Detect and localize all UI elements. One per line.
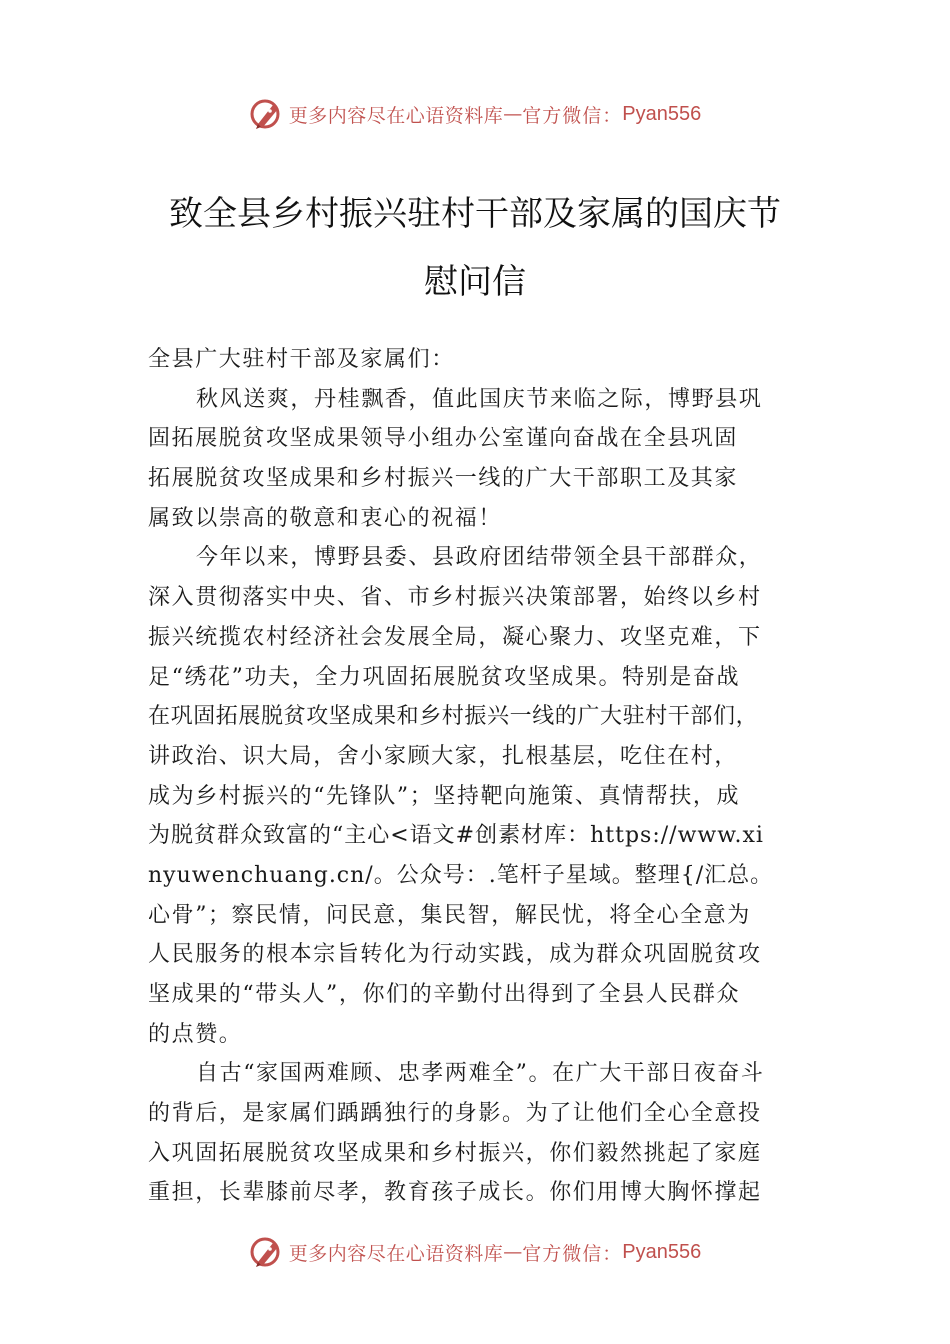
body-line: 在巩固拓展脱贫攻坚成果和乡村振兴一线的广大驻村干部们， [148, 704, 759, 730]
body-line: 固拓展脱贫攻坚成果领导小组办公室谨向奋战在全县巩固 [148, 426, 739, 452]
header-banner [0, 94, 950, 134]
body-line: 的背后，是家属们踽踽独行的身影。为了让他们全心全意投 [148, 1101, 762, 1127]
banner-separator: — [503, 1241, 523, 1263]
body-line: 重担，长辈膝前尽孝，教育孩子成长。你们用博大胸怀撑起 [148, 1180, 762, 1206]
body-line: nyuwenchuang.cn/。公众号：.笔杆子星域。整理{/汇总。 [148, 862, 774, 888]
document-title [100, 180, 850, 316]
body-line: 秋风送爽，丹桂飘香，值此国庆节来临之际，博野县巩 [196, 386, 763, 412]
body-line: 坚成果的“带头人”，你们的辛勤付出得到了全县人民群众 [148, 982, 741, 1007]
pen-nib-logo-icon [249, 97, 283, 131]
pen-nib-logo-icon [249, 1235, 283, 1269]
wechat-id: Pyan556 [622, 102, 702, 125]
document-body [148, 340, 828, 1213]
wechat-label: 官方微信： [522, 1242, 623, 1265]
body-line: 足“绣花”功夫，全力巩固拓展脱贫攻坚成果。特别是奋战 [148, 664, 741, 690]
body-line: 入巩固拓展脱贫攻坚成果和乡村振兴，你们毅然挑起了家庭 [148, 1140, 762, 1166]
banner-text: 更多内容尽在心语资料库 [288, 104, 504, 127]
salutation: 全县广大驻村干部及家属们： [148, 347, 455, 372]
body-line: 拓展脱贫攻坚成果和乡村振兴一线的广大干部职工及其家 [148, 466, 739, 492]
body-line: 属致以崇高的敬意和衷心的祝福！ [148, 505, 503, 531]
banner-separator: — [503, 103, 523, 125]
footer-banner [0, 1232, 950, 1272]
body-line: 今年以来，博野县委、县政府团结带领全县干部群众， [196, 545, 763, 571]
body-line: 成为乡村振兴的“先锋队”；坚持靶向施策、真情帮扶，成 [148, 783, 741, 809]
body-line: 讲政治、识大局，舍小家顾大家，扎根基层，吃住在村， [148, 743, 739, 769]
body-line: 心骨”；察民情，问民意，集民智，解民忧，将全心全意为 [148, 902, 751, 928]
body-line: 深入贯彻落实中央、省、市乡村振兴决策部署，始终以乡村 [148, 585, 762, 611]
banner-text: 更多内容尽在心语资料库 [288, 1242, 504, 1265]
title-line-2: 慰问信 [424, 262, 526, 302]
wechat-label: 官方微信： [522, 104, 623, 127]
body-line: 振兴统揽农村经济社会发展全局，凝心聚力、攻坚克难，下 [148, 624, 762, 650]
body-line: 人民服务的根本宗旨转化为行动实践，成为群众巩固脱贫攻 [148, 942, 762, 968]
body-line: 的点赞。 [148, 1021, 243, 1047]
body-line: 自古“家国两难顾、忠孝两难全”。在广大干部日夜奋斗 [196, 1061, 765, 1087]
title-line-1: 致全县乡村振兴驻村干部及家属的国庆节 [169, 194, 781, 234]
body-line: 为脱贫群众致富的“主心<语文#创素材库：https://www.xi [148, 823, 764, 849]
wechat-id: Pyan556 [622, 1240, 702, 1263]
